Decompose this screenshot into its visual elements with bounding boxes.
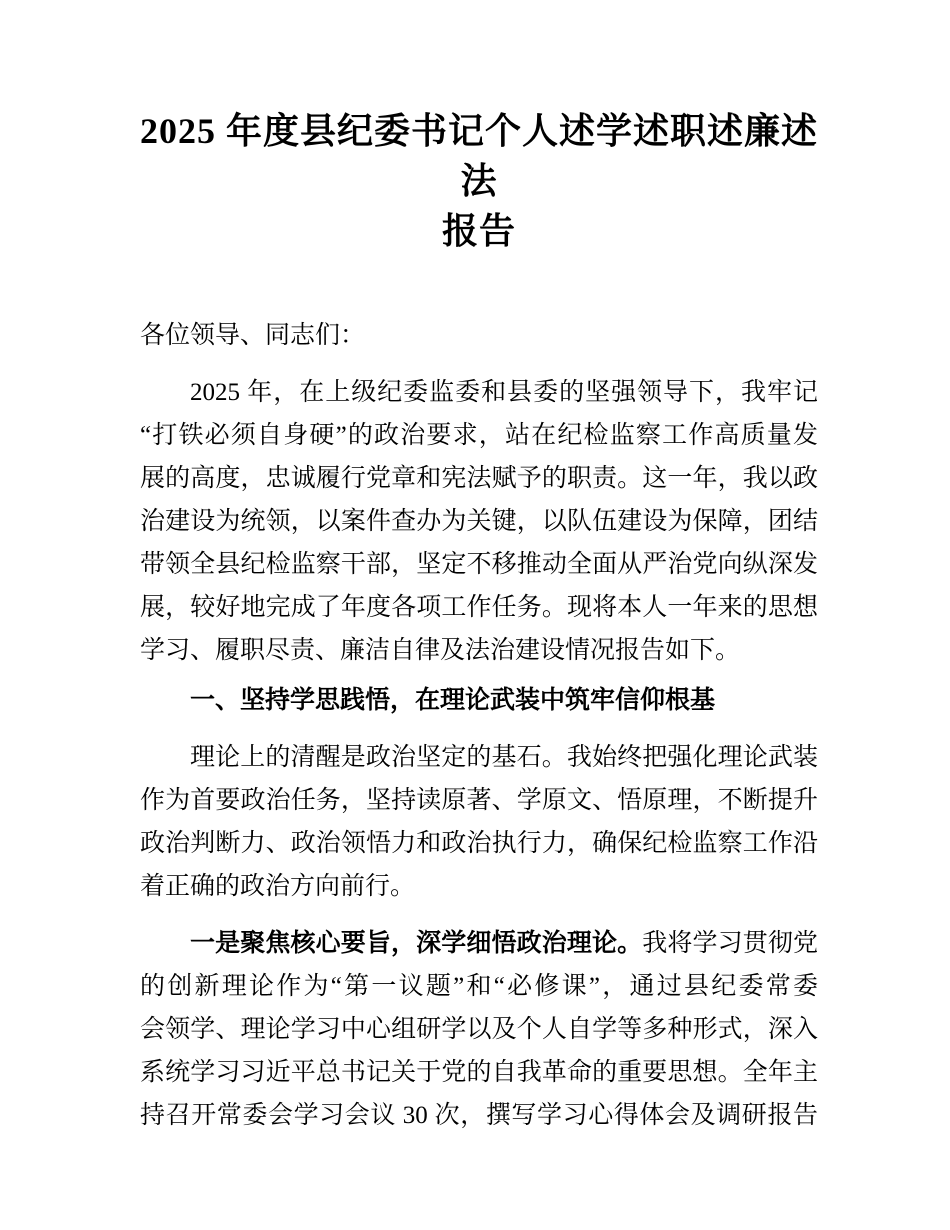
body-text: 治建设为统领，以案件查办为关键，以队伍建设为保障，团结	[140, 508, 818, 535]
salutation	[140, 314, 818, 357]
body-text: 各位领导、同志们：	[140, 322, 366, 349]
body-text: 展的高度，忠诚履行党章和宪法赋予的职责。这一年，我以政	[140, 465, 818, 492]
bold-lead-text: 一、坚持学思践悟，在理论武装中筑牢信仰根基	[190, 686, 716, 714]
text-line	[140, 922, 818, 965]
bold-lead-text: 一是聚焦核心要旨，深学细悟政治理论。	[190, 929, 643, 957]
body-text: 持召开常委会学习会议 30 次，撰写学习心得体会及调研报告	[140, 1102, 818, 1129]
text-line	[140, 865, 818, 908]
text-line	[140, 965, 818, 1008]
text-line	[140, 779, 818, 822]
text-line	[140, 414, 818, 457]
text-line	[140, 629, 818, 672]
paragraph	[140, 922, 818, 1137]
text-line	[140, 1051, 818, 1094]
body-text: 的创新理论作为“第一议题”和“必修课”，通过县纪委常委	[140, 973, 818, 1000]
text-line	[140, 1008, 818, 1051]
body-text: 理论上的清醒是政治坚定的基石。我始终把强化理论武装	[190, 744, 818, 771]
body-text: 着正确的政治方向前行。	[140, 873, 416, 900]
body-text: 学习、履职尽责、廉洁自律及法治建设情况报告如下。	[140, 637, 741, 664]
paragraph	[140, 736, 818, 908]
body-text: 2025 年，在上级纪委监委和县委的坚强领导下，我牢记	[190, 379, 818, 406]
body-text: 系统学习习近平总书记关于党的自我革命的重要思想。全年主	[140, 1059, 818, 1086]
text-line	[140, 314, 818, 357]
text-line	[140, 679, 818, 722]
body-text: 我将学习贯彻党	[642, 930, 818, 957]
body-text: 会领学、理论学习中心组研学以及个人自学等多种形式，深入	[140, 1016, 818, 1043]
paragraph	[140, 371, 818, 672]
report-title	[140, 106, 818, 256]
body-text: “打铁必须自身硬”的政治要求，站在纪检监察工作高质量发	[140, 422, 818, 449]
text-line	[140, 822, 818, 865]
text-line	[140, 1094, 818, 1137]
report-title-line-2: 报告	[441, 211, 516, 251]
section-heading	[140, 679, 818, 722]
text-line	[140, 457, 818, 500]
body-text: 展，较好地完成了年度各项工作任务。现将本人一年来的思想	[140, 594, 818, 621]
body-text: 带领全县纪检监察干部，坚定不移推动全面从严治党向纵深发	[140, 551, 818, 578]
text-line	[140, 736, 818, 779]
text-line	[140, 586, 818, 629]
text-line	[140, 371, 818, 414]
body-text: 作为首要政治任务，坚持读原著、学原文、悟原理，不断提升	[140, 787, 818, 814]
report-title-line-1: 2025 年度县纪委书记个人述学述职述廉述法	[140, 111, 819, 201]
text-line	[140, 500, 818, 543]
document-body	[140, 314, 818, 1137]
body-text: 政治判断力、政治领悟力和政治执行力，确保纪检监察工作沿	[140, 830, 818, 857]
text-line	[140, 543, 818, 586]
